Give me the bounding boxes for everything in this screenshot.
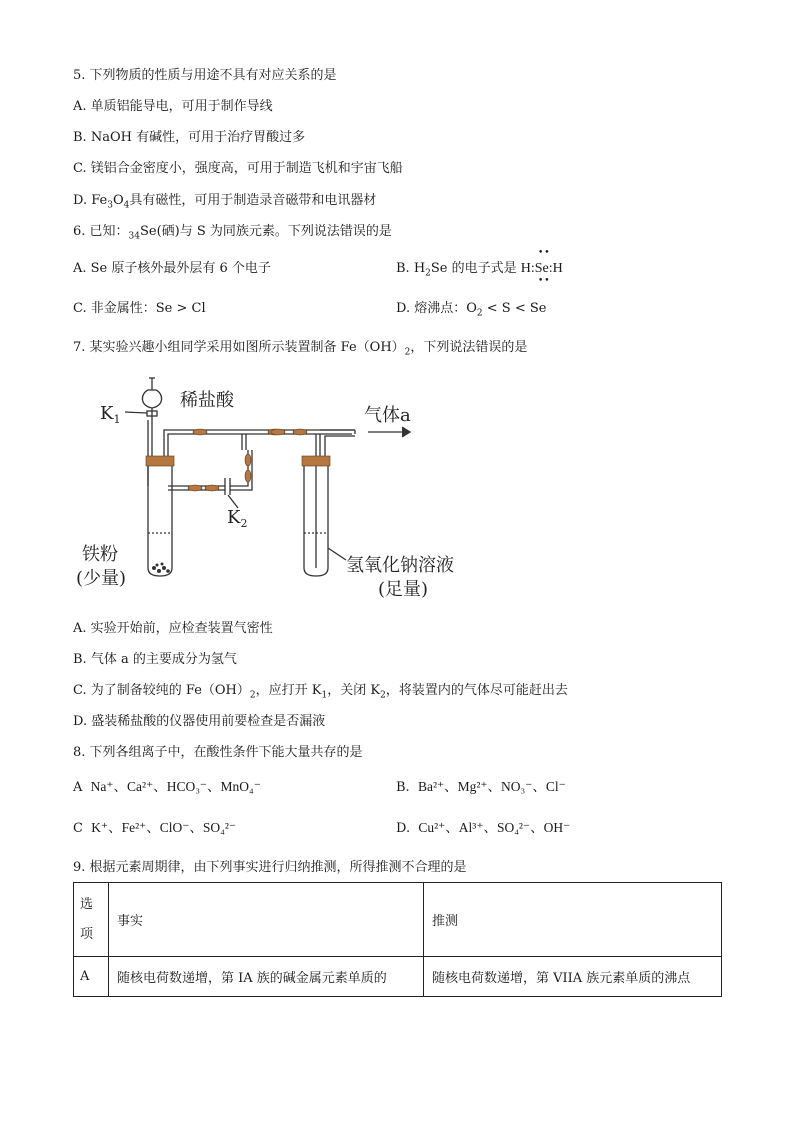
naoh-label: 氢氧化钠溶液 bbox=[346, 555, 454, 576]
q5-stem: 5. 下列物质的性质与用途不具有对应关系的是 bbox=[73, 68, 337, 83]
naoh-amount: (足量) bbox=[378, 579, 429, 600]
iron-powder-label: 铁粉 bbox=[82, 544, 118, 565]
header-inference: 推测 bbox=[424, 883, 722, 957]
q5-option-d: D. $Fe_3O_4$具有磁性，可用于制造录音磁带和电讯器材 bbox=[73, 193, 377, 211]
q8-option-a: A Na⁺、Ca²⁺、HCO₃⁻、MnO₄⁻ bbox=[73, 779, 261, 795]
table-row bbox=[74, 957, 722, 997]
table-header-row bbox=[74, 883, 722, 957]
cell-fact: 随核电荷数递增，第 IA 族的碱金属元素单质的 bbox=[109, 957, 424, 997]
q8-stem: 8. 下列各组离子中，在酸性条件下能大量共存的是 bbox=[73, 745, 363, 760]
test-tube-1 bbox=[148, 463, 172, 576]
q5-option-c: C. 镁铝合金密度小，强度高，可用于制造飞机和宇宙飞船 bbox=[73, 161, 403, 176]
q7-option-c: C. 为了制备较纯的 $Fe(OH)_2$，应打开 $K_1$，关闭 $K_2$，将装置内的气体尽可能赶出去 bbox=[73, 683, 568, 701]
connector bbox=[245, 470, 251, 482]
q6-option-a: A. Se 原子核外最外层有 6 个电子 bbox=[73, 261, 271, 276]
k1-label: $K_1$ bbox=[100, 403, 121, 426]
stopper-1 bbox=[146, 456, 174, 466]
connector bbox=[245, 454, 251, 466]
q6-option-d: D. 熔沸点：$O_2 < S < Se$ bbox=[396, 301, 547, 319]
electron-dots-bottom: •• bbox=[538, 276, 551, 286]
stopper-2 bbox=[302, 456, 330, 466]
connector bbox=[293, 429, 307, 435]
k2-label: $K_2$ bbox=[227, 507, 248, 530]
connector bbox=[193, 429, 207, 435]
q5-option-b: B. NaOH 有碱性，可用于治疗胃酸过多 bbox=[73, 130, 306, 145]
gas-a-label: 气体a bbox=[364, 405, 411, 426]
cell-inference: 随核电荷数递增，第 VIIA 族元素单质的沸点 bbox=[424, 957, 722, 997]
q8-option-b: B. Ba²⁺、Mg²⁺、NO₃⁻、Cl⁻ bbox=[396, 779, 566, 795]
electron-formula: H:Se:H bbox=[520, 261, 563, 276]
q7-option-d: D. 盛装稀盐酸的仪器使用前要检查是否漏液 bbox=[73, 714, 326, 729]
q5-option-a: A. 单质铝能导电，可用于制作导线 bbox=[73, 99, 273, 114]
q6-stem: 6. 已知：$_{34}$Se(硒)与 S 为同族元素。下列说法错误的是 bbox=[73, 224, 392, 242]
funnel-bulb bbox=[142, 390, 161, 408]
q6-option-b: B. $H_2Se$ 的电子式是 H:Se:H bbox=[396, 261, 563, 279]
apparatus-diagram bbox=[70, 368, 470, 603]
q7-stem: 7. 某实验兴趣小组同学采用如图所示装置制备 $Fe(OH)_2$，下列说法错误的是 bbox=[73, 340, 528, 358]
header-fact: 事实 bbox=[109, 883, 424, 957]
q8-option-c: C K⁺、Fe²⁺、ClO⁻、SO₄²⁻ bbox=[73, 820, 237, 836]
q7-option-b: B. 气体 a 的主要成分为氢气 bbox=[73, 652, 237, 667]
connector bbox=[205, 485, 219, 491]
q6-option-c: C. 非金属性：Se > Cl bbox=[73, 301, 206, 316]
q8-option-d: D. Cu²⁺、Al³⁺、SO₄²⁻、OH⁻ bbox=[396, 820, 571, 836]
iron-powder bbox=[152, 563, 170, 574]
connector bbox=[188, 485, 202, 491]
q9-table bbox=[73, 882, 722, 997]
q7-option-a: A. 实验开始前，应检查装置气密性 bbox=[73, 621, 273, 636]
dilute-hcl-label: 稀盐酸 bbox=[180, 390, 234, 411]
header-option: 选项 bbox=[74, 883, 109, 957]
electron-dots-top: •• bbox=[538, 248, 551, 258]
connector bbox=[271, 429, 285, 435]
q9-stem: 9. 根据元素周期律，由下列事实进行归纳推测，所得推测不合理的是 bbox=[73, 860, 467, 875]
iron-powder-amount: (少量) bbox=[76, 568, 127, 589]
cell-option: A bbox=[74, 957, 109, 997]
